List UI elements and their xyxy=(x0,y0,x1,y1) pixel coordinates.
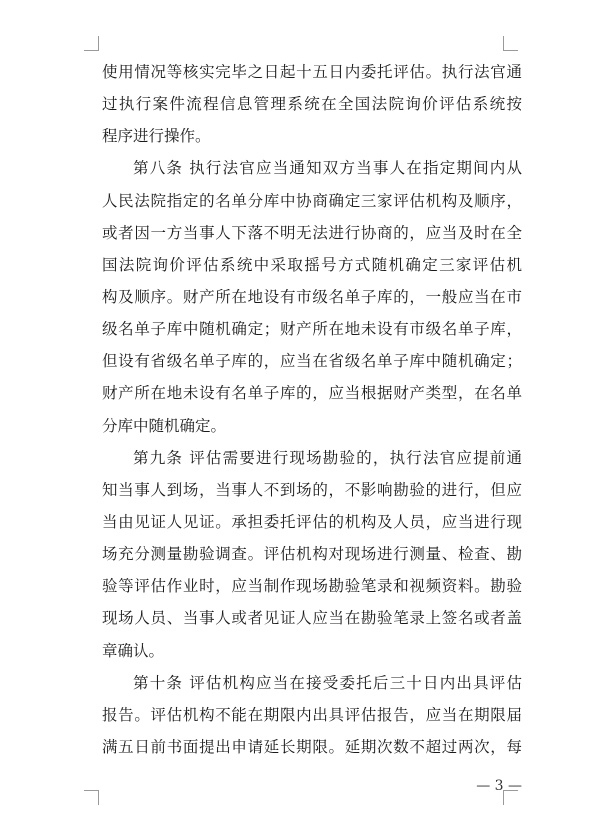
text-line: 过执行案件流程信息管理系统在全国法院询价评估系统按 xyxy=(102,95,522,114)
text-line: 当由见证人见证。承担委托评估的机构及人员，应当进行现 xyxy=(102,512,522,531)
text-line: 报告。评估机构不能在期限内出具评估报告，应当在期限届 xyxy=(102,705,522,724)
crop-mark-top-right xyxy=(503,36,518,51)
page-number: — 3 — xyxy=(476,778,522,794)
text-line: 分库中随机确定。 xyxy=(102,416,227,435)
text-line: 构及顺序。财产所在地设有市级名单子库的，一般应当在市 xyxy=(102,287,522,306)
text-line: 或者因一方当事人下落不明无法进行协商的，应当及时在全 xyxy=(102,223,522,242)
text-line: 场充分测量勘验调查。评估机构对现场进行测量、检查、勘 xyxy=(102,545,522,564)
text-line: 章确认。 xyxy=(102,641,165,660)
text-line: 国法院询价评估系统中采取摇号方式随机确定三家评估机 xyxy=(102,255,522,274)
article-9-start: 第九条 评估需要进行现场勘验的，执行法官应提前通 xyxy=(133,448,522,467)
text-line: 知当事人到场，当事人不到场的，不影响勘验的进行，但应 xyxy=(102,480,522,499)
document-body xyxy=(102,56,522,763)
text-line: 程序进行操作。 xyxy=(102,127,211,146)
text-line: 使用情况等核实完毕之日起十五日内委托评估。执行法官通 xyxy=(102,63,522,81)
text-line: 满五日前书面提出申请延长期限。延期次数不超过两次，每 xyxy=(102,737,522,756)
article-10-start: 第十条 评估机构应当在接受委托后三十日内出具评估 xyxy=(133,673,522,692)
text-line: 但设有省级名单子库的，应当在省级名单子库中随机确定； xyxy=(102,352,522,371)
crop-mark-top-left xyxy=(84,36,99,51)
crop-mark-bottom-left xyxy=(84,790,99,805)
text-line: 人民法院指定的名单分库中协商确定三家评估机构及顺序， xyxy=(102,191,522,210)
text-line: 现场人员、当事人或者见证人应当在勘验笔录上签名或者盖 xyxy=(102,609,522,628)
text-line: 财产所在地未设有名单子库的，应当根据财产类型，在名单 xyxy=(102,384,522,403)
article-8-start: 第八条 执行法官应当通知双方当事人在指定期间内从 xyxy=(133,159,522,178)
text-line: 验等评估作业时，应当制作现场勘验笔录和视频资料。勘验 xyxy=(102,577,522,596)
text-line: 级名单子库中随机确定；财产所在地未设有市级名单子库， xyxy=(102,320,522,339)
